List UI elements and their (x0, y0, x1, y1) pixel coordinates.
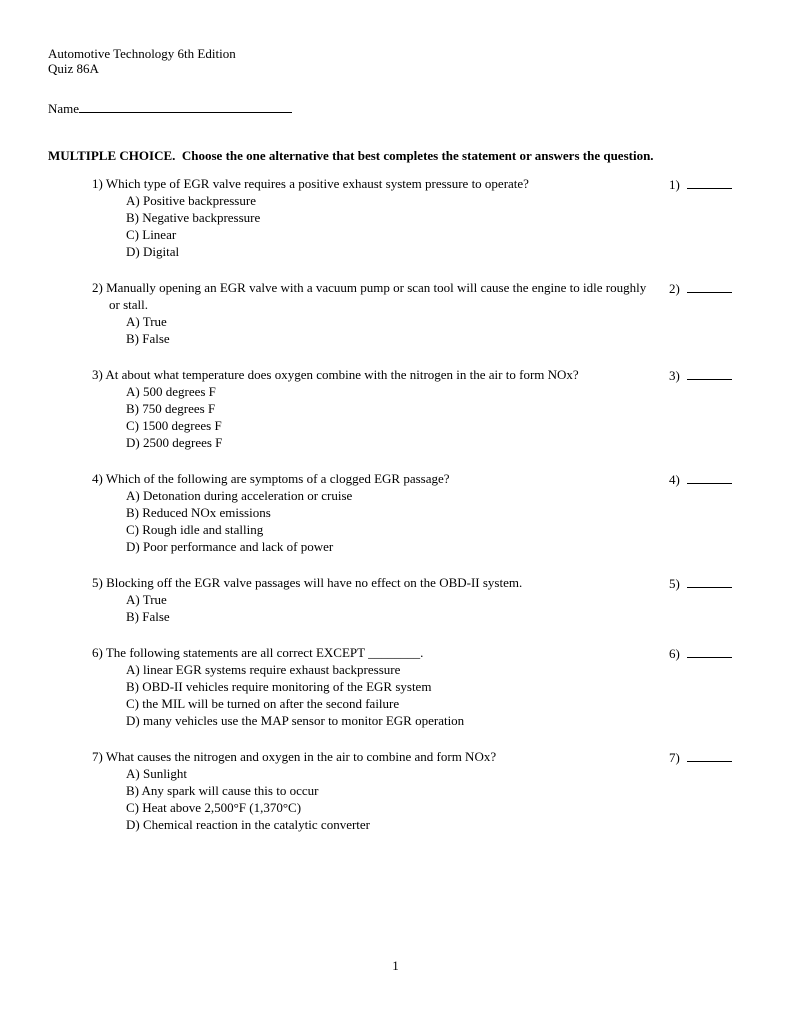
answer-number: 6) (669, 646, 680, 661)
instructions: MULTIPLE CHOICE. Choose the one alternative that best completes the statement or answers the question. (48, 148, 654, 163)
question-number: 1) (92, 176, 103, 191)
answer-blank[interactable] (687, 279, 732, 293)
answer-area (669, 366, 745, 384)
answer-number: 3) (669, 368, 680, 383)
choices-list (126, 313, 657, 347)
choices-list (126, 383, 657, 451)
answer-blank[interactable] (687, 644, 732, 658)
choice: A) True (126, 314, 167, 329)
question-number: 2) (92, 280, 103, 295)
question-main (92, 748, 669, 833)
answer-area (669, 748, 745, 766)
question-main (92, 644, 669, 729)
choice: A) 500 degrees F (126, 384, 216, 399)
answer-area (669, 175, 745, 193)
answer-area (669, 279, 745, 297)
document-title: Automotive Technology 6th Edition (48, 46, 236, 61)
question-text (92, 279, 657, 313)
choice: D) Poor performance and lack of power (126, 539, 334, 554)
answer-number: 5) (669, 576, 680, 591)
choice: C) Linear (126, 227, 177, 242)
quiz-number: Quiz 86A (48, 61, 99, 76)
choice: B) Negative backpressure (126, 210, 261, 225)
choice: B) Any spark will cause this to occur (126, 783, 319, 798)
question-body: The following statements are all correct EXCEPT ________. (105, 645, 424, 660)
page-number: 1 (392, 958, 399, 973)
question-body: Blocking off the EGR valve passages will have no effect on the OBD-II system. (106, 575, 523, 590)
question-number: 5) (92, 575, 103, 590)
question-text (92, 175, 657, 192)
choices-list (126, 487, 657, 555)
question-text (92, 748, 657, 765)
question-body: At about what temperature does oxygen combine with the nitrogen in the air to form NOx? (105, 367, 579, 382)
name-row (48, 100, 745, 117)
choices-list (126, 661, 657, 729)
question-body: Which type of EGR valve requires a positive exhaust system pressure to operate? (105, 176, 529, 191)
question-main (92, 574, 669, 625)
answer-blank[interactable] (687, 366, 732, 380)
question-number: 3) (92, 367, 103, 382)
question-main (92, 366, 669, 451)
question-block (48, 574, 745, 625)
answer-area (669, 644, 745, 662)
choice: A) True (126, 592, 167, 607)
choice: C) Rough idle and stalling (126, 522, 264, 537)
page-footer (0, 958, 791, 974)
choice: C) Heat above 2,500°F (1,370°C) (126, 800, 302, 815)
question-number: 6) (92, 645, 103, 660)
choices-list (126, 591, 657, 625)
choice: B) False (126, 331, 170, 346)
question-main (92, 470, 669, 555)
answer-area (669, 574, 745, 592)
question-block (48, 175, 745, 260)
question-text (92, 574, 657, 591)
name-label: Name (48, 101, 80, 116)
question-main (92, 175, 669, 260)
question-body: Which of the following are symptoms of a clogged EGR passage? (105, 471, 450, 486)
choice: D) 2500 degrees F (126, 435, 223, 450)
choice: B) OBD-II vehicles require monitoring of the EGR system (126, 679, 432, 694)
choices-list (126, 765, 657, 833)
choice: D) Digital (126, 244, 180, 259)
answer-number: 4) (669, 472, 680, 487)
question-main (92, 279, 669, 347)
question-body: Manually opening an EGR valve with a vacuum pump or scan tool will cause the engine to idle roughly or stall. (106, 280, 647, 312)
question-block (48, 748, 745, 833)
answer-area (669, 470, 745, 488)
answer-blank[interactable] (687, 175, 732, 189)
answer-number: 2) (669, 281, 680, 296)
choice: A) linear EGR systems require exhaust backpressure (126, 662, 401, 677)
choice: A) Positive backpressure (126, 193, 256, 208)
question-text (92, 366, 657, 383)
question-body: What causes the nitrogen and oxygen in the air to combine and form NOx? (105, 749, 497, 764)
answer-number: 7) (669, 750, 680, 765)
choice: D) Chemical reaction in the catalytic converter (126, 817, 370, 832)
question-block (48, 470, 745, 555)
choice: B) False (126, 609, 170, 624)
choice: C) 1500 degrees F (126, 418, 222, 433)
choice: A) Sunlight (126, 766, 188, 781)
choice: C) the MIL will be turned on after the second failure (126, 696, 400, 711)
answer-number: 1) (669, 177, 680, 192)
choices-list (126, 192, 657, 260)
choice: D) many vehicles use the MAP sensor to monitor EGR operation (126, 713, 465, 728)
choice: B) Reduced NOx emissions (126, 505, 271, 520)
question-block (48, 279, 745, 347)
choice: A) Detonation during acceleration or cruise (126, 488, 353, 503)
choice: B) 750 degrees F (126, 401, 216, 416)
questions-list (48, 175, 745, 833)
name-input-line[interactable] (79, 100, 292, 113)
question-number: 4) (92, 471, 103, 486)
question-block (48, 366, 745, 451)
question-block (48, 644, 745, 729)
document-header (48, 46, 745, 76)
answer-blank[interactable] (687, 748, 732, 762)
question-text (92, 470, 657, 487)
question-number: 7) (92, 749, 103, 764)
answer-blank[interactable] (687, 470, 732, 484)
question-text (92, 644, 657, 661)
answer-blank[interactable] (687, 574, 732, 588)
